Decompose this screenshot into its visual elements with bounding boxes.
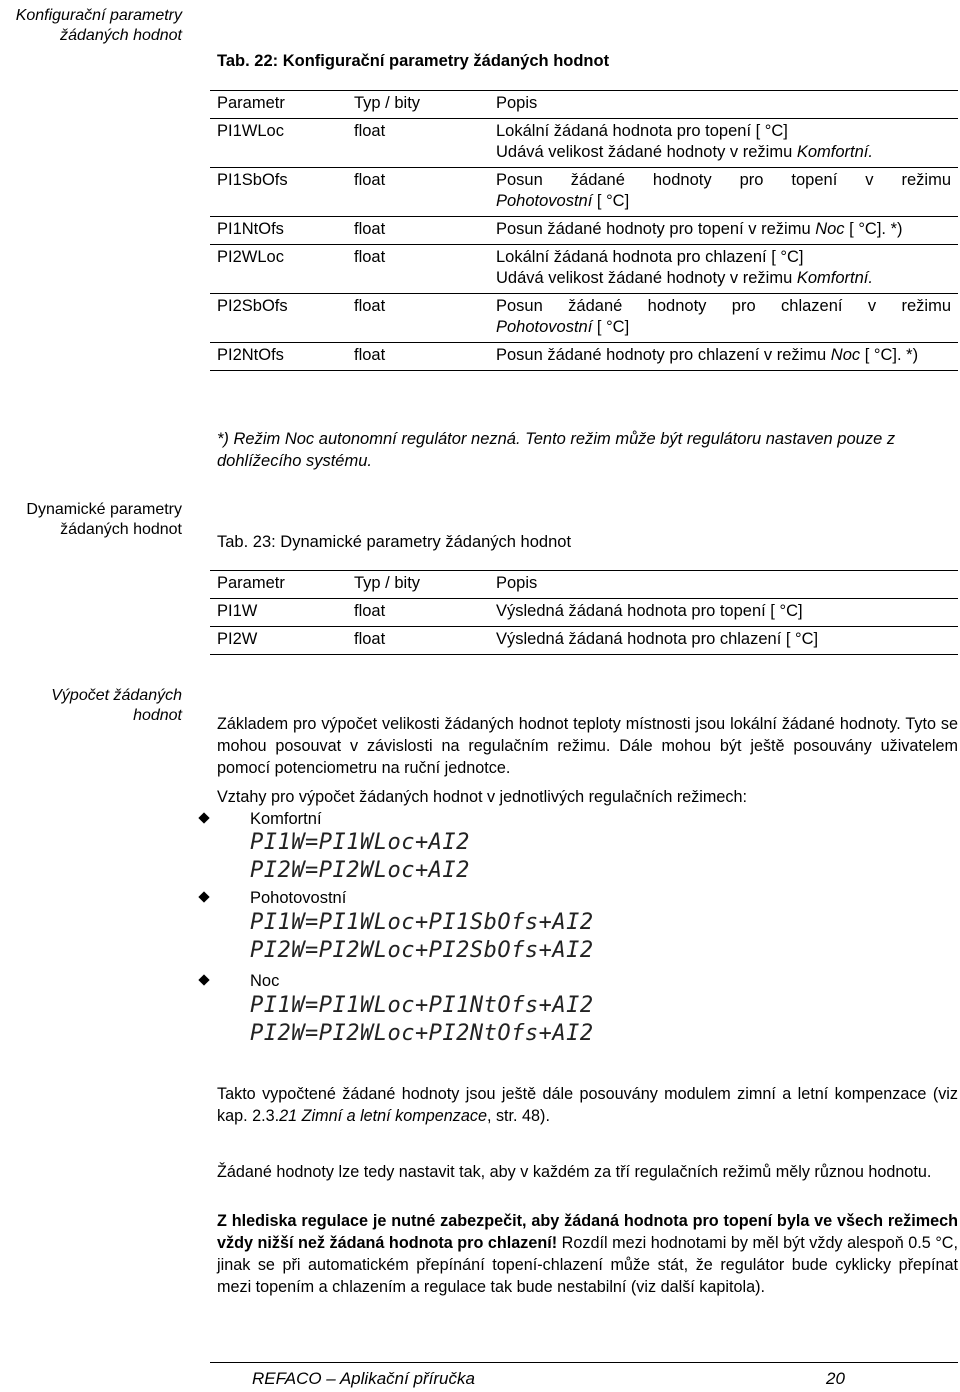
desc-text: Posun žádané hodnoty pro topení v režimu <box>496 220 816 238</box>
desc-text: Udává velikost žádané hodnoty v režimu <box>496 143 797 161</box>
desc-line: Posun žádané hodnoty pro topení v režimu <box>496 171 951 189</box>
type-cell: float <box>347 217 489 245</box>
calc-intro-paragraph: Základem pro výpočet velikosti žádaných hodnot teploty místnosti jsou lokální žádané hodnoty. Tyto se mohou posouvat v závislosti na regulačním režimu. Dále mohou být ještě posouvány uživatelem pomocí potenciometru na ruční jednotce. <box>217 715 958 777</box>
param-cell: PI2NtOfs <box>210 343 347 371</box>
param-cell: PI1SbOfs <box>210 168 347 217</box>
setpoint-paragraph: Žádané hodnoty lze tedy nastavit tak, aby v každém za tří regulačních režimů měly různou hodnotu. <box>217 1163 932 1181</box>
paragraph-text: , str. 48). <box>486 1107 550 1125</box>
sidebar-heading-config: Konfigurační parametry žádaných hodnot <box>15 7 182 44</box>
bullet-diamond-icon <box>198 974 209 985</box>
desc-text: [ °C] <box>592 318 630 336</box>
header-cell: Parametr <box>210 571 347 599</box>
desc-cell: Výsledná žádaná hodnota pro topení [ °C] <box>489 599 958 627</box>
desc-mode: Pohotovostní <box>496 192 593 210</box>
param-cell: PI2W <box>210 627 347 655</box>
desc-cell <box>489 168 958 217</box>
table23-caption: Tab. 23: Dynamické parametry žádaných hodnot <box>217 533 572 551</box>
table-row <box>210 168 958 217</box>
param-cell: PI1NtOfs <box>210 217 347 245</box>
header-cell: Popis <box>489 91 958 119</box>
desc-line <box>496 142 951 163</box>
param-cell: PI2WLoc <box>210 245 347 294</box>
footer-title: REFACO – Aplikační příručka <box>252 1369 475 1388</box>
mode-label: Noc <box>250 972 280 990</box>
type-cell: float <box>347 168 489 217</box>
desc-cell <box>489 119 958 168</box>
table-row <box>210 119 958 168</box>
paragraph-text: Takto vypočtené žádané hodnoty jsou ještě dále posouvány modulem zimní a letní kompenzace (viz kap. 2.3. <box>217 1085 958 1125</box>
table-row <box>210 343 958 371</box>
desc-mode: Pohotovostní <box>496 318 593 336</box>
footer-divider <box>210 1362 958 1363</box>
table-header-row <box>210 91 958 119</box>
desc-text: Posun žádané hodnoty pro chlazení v režimu <box>496 346 831 364</box>
formula: PI1W=PI1WLoc+PI1NtOfs+AI2 <box>250 993 594 1018</box>
type-cell: float <box>347 245 489 294</box>
desc-mode: Komfortní. <box>796 143 873 161</box>
desc-cell <box>489 343 958 371</box>
table-row <box>210 627 958 655</box>
desc-cell: Výsledná žádaná hodnota pro chlazení [ °C] <box>489 627 958 655</box>
sidebar-heading-dynamic: Dynamické parametry žádaných hodnot <box>26 501 182 538</box>
formula: PI2W=PI2WLoc+PI2SbOfs+AI2 <box>250 938 594 963</box>
param-cell: PI1W <box>210 599 347 627</box>
type-cell: float <box>347 599 489 627</box>
desc-cell <box>489 217 958 245</box>
desc-mode: Noc <box>830 346 861 364</box>
compensation-paragraph <box>217 1083 958 1127</box>
formula: PI1W=PI1WLoc+AI2 <box>250 830 470 855</box>
param-cell: PI2SbOfs <box>210 294 347 343</box>
table-row <box>210 245 958 294</box>
table-row <box>210 294 958 343</box>
warning-paragraph <box>217 1210 958 1298</box>
warning-bold-text: Z hlediska regulace je nutné zabezpečit, aby žádaná hodnota pro topení byla ve všech režimech vždy nižší než žádaná hodnota pro chlazení! <box>217 1212 958 1252</box>
desc-text: Udává velikost žádané hodnoty v režimu <box>496 269 797 287</box>
desc-text: [ °C]. *) <box>860 346 919 364</box>
table22-note: *) Režim Noc autonomní regulátor nezná. Tento režim může být regulátoru nastaven pouze z dohlížecího systému. <box>217 430 896 470</box>
type-cell: float <box>347 627 489 655</box>
formula: PI2W=PI2WLoc+AI2 <box>250 858 470 883</box>
bullet-diamond-icon <box>198 891 209 902</box>
calc-relations-paragraph: Vztahy pro výpočet žádaných hodnot v jednotlivých regulačních režimech: <box>217 788 747 806</box>
desc-cell <box>489 294 958 343</box>
desc-line: Posun žádané hodnoty pro chlazení v režimu <box>496 297 951 315</box>
desc-line <box>496 268 951 289</box>
desc-text: [ °C]. *) <box>844 220 903 238</box>
desc-line: Lokální žádaná hodnota pro chlazení [ °C] <box>496 248 804 266</box>
header-cell: Typ / bity <box>347 91 489 119</box>
bullet-diamond-icon <box>198 812 209 823</box>
desc-text: [ °C] <box>592 192 630 210</box>
desc-mode: Komfortní. <box>796 269 873 287</box>
formula: PI1W=PI1WLoc+PI1SbOfs+AI2 <box>250 910 594 935</box>
desc-line <box>496 317 951 338</box>
desc-cell <box>489 245 958 294</box>
table22-caption <box>217 50 958 72</box>
type-cell: float <box>347 294 489 343</box>
mode-label: Komfortní <box>250 810 322 828</box>
type-cell: float <box>347 343 489 371</box>
formula: PI2W=PI2WLoc+PI2NtOfs+AI2 <box>250 1021 594 1046</box>
table-header-row <box>210 571 958 599</box>
header-cell: Typ / bity <box>347 571 489 599</box>
type-cell: float <box>347 119 489 168</box>
mode-label: Pohotovostní <box>250 889 347 907</box>
sidebar-heading-calc: Výpočet žádaných hodnot <box>51 687 182 724</box>
table-row <box>210 217 958 245</box>
header-cell: Parametr <box>210 91 347 119</box>
paragraph-text: Rozdíl mezi hodnotami by měl být vždy alespoň 0.5 °C, jinak se při automatickém přepínání topení-chlazení může stát, že regulátor bude cyklicky přepínat mezi topením a chlazením a regulace tak bude nestabilní (viz další kapitola). <box>217 1234 958 1296</box>
desc-line: Lokální žádaná hodnota pro topení [ °C] <box>496 122 788 140</box>
desc-mode: Noc <box>815 220 845 238</box>
header-cell: Popis <box>489 571 958 599</box>
table22-caption-text: Tab. 22: Konfigurační parametry žádaných hodnot <box>217 52 610 70</box>
table22 <box>210 90 958 371</box>
chapter-reference-link[interactable]: 21 Zimní a letní kompenzace <box>279 1107 487 1125</box>
table-row <box>210 599 958 627</box>
desc-line <box>496 191 951 212</box>
table23 <box>210 570 958 655</box>
page-number: 20 <box>826 1369 845 1388</box>
param-cell: PI1WLoc <box>210 119 347 168</box>
